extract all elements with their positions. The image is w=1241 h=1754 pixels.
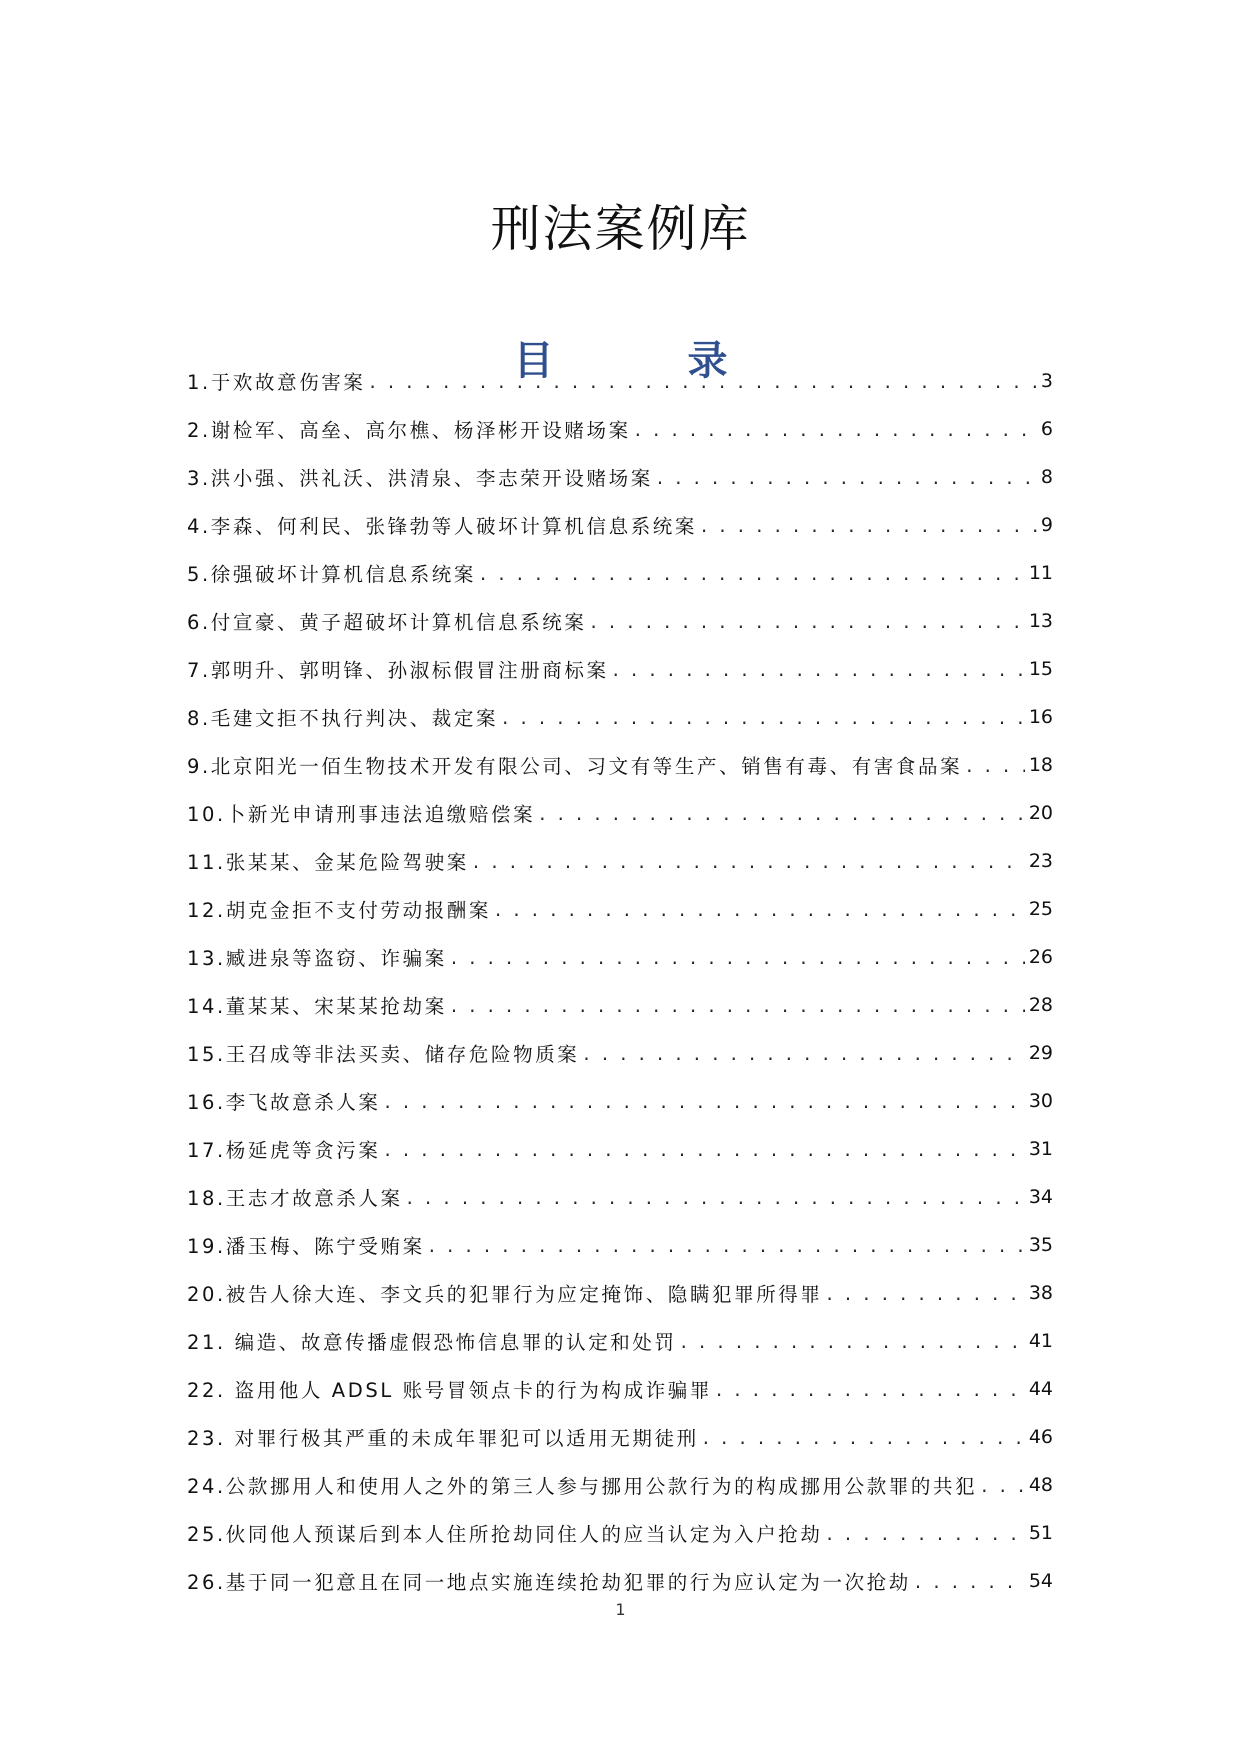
toc-entry-label: 15.王召成等非法买卖、储存危险物质案 [187, 1043, 580, 1066]
toc-entry[interactable] [187, 549, 1053, 597]
toc-dot-leader [827, 1282, 1025, 1305]
toc-entry-page: 9 [1040, 514, 1053, 536]
toc-entry[interactable] [187, 741, 1053, 789]
toc-entry-label: 17.杨延虎等贪污案 [187, 1139, 381, 1162]
toc-entry-label: 6.付宣豪、黄子超破坏计算机信息系统案 [187, 611, 587, 634]
toc-entry[interactable] [187, 1173, 1053, 1221]
toc-entry[interactable] [187, 1077, 1053, 1125]
toc-entry-page: 31 [1028, 1138, 1053, 1160]
toc-dot-leader [681, 1330, 1025, 1353]
toc-entry-label: 12.胡克金拒不支付劳动报酬案 [187, 899, 492, 922]
toc-entry-page: 28 [1028, 994, 1053, 1016]
toc-entry[interactable] [187, 1029, 1053, 1077]
toc-entry-page: 34 [1028, 1186, 1053, 1208]
toc-dot-leader [827, 1522, 1025, 1545]
toc-dot-leader [981, 1474, 1025, 1497]
toc-dot-leader [370, 370, 1037, 393]
toc-entry[interactable] [187, 1557, 1053, 1605]
toc-entry[interactable] [187, 501, 1053, 549]
toc-entry-page: 25 [1028, 898, 1053, 920]
toc-entry[interactable] [187, 1317, 1053, 1365]
toc-entry-label: 7.郭明升、郭明锋、孙淑标假冒注册商标案 [187, 659, 609, 682]
toc-dot-leader [613, 658, 1025, 681]
toc-entry-page: 30 [1028, 1090, 1053, 1112]
toc-dot-leader [495, 898, 1025, 921]
toc-entry[interactable] [187, 837, 1053, 885]
toc-heading: 目 录 [513, 337, 788, 385]
toc-entry-page: 44 [1028, 1378, 1053, 1400]
toc-entry-label: 24.公款挪用人和使用人之外的第三人参与挪用公款行为的构成挪用公款罪的共犯 [187, 1475, 978, 1498]
toc-entry-page: 48 [1028, 1474, 1053, 1496]
toc-entry-label: 22. 盗用他人 ADSL 账号冒领点卡的行为构成诈骗罪 [187, 1379, 713, 1402]
toc-entry[interactable] [187, 981, 1053, 1029]
toc-entry-page: 15 [1028, 658, 1053, 680]
toc-entry-label: 19.潘玉梅、陈宁受贿案 [187, 1235, 425, 1258]
document-title: 刑法案例库 [490, 199, 751, 258]
toc-dot-leader [657, 466, 1037, 489]
toc-dot-leader [915, 1570, 1025, 1593]
toc-entry-page: 8 [1040, 466, 1053, 488]
toc-entry[interactable] [187, 1125, 1053, 1173]
toc-dot-leader [473, 850, 1025, 873]
page-number: 1 [615, 1600, 626, 1619]
toc-entry-page: 11 [1028, 562, 1053, 584]
toc-entry[interactable] [187, 357, 1053, 405]
toc-dot-leader [480, 562, 1025, 585]
toc-dot-leader [429, 1234, 1025, 1257]
toc-entry[interactable] [187, 693, 1053, 741]
toc-entry[interactable] [187, 885, 1053, 933]
toc-entry[interactable] [187, 1461, 1053, 1509]
toc-entry[interactable] [187, 1509, 1053, 1557]
toc-entry-page: 29 [1028, 1042, 1053, 1064]
toc-entry[interactable] [187, 1221, 1053, 1269]
toc-dot-leader [385, 1138, 1025, 1161]
toc-entry-page: 51 [1028, 1522, 1053, 1544]
toc-entry[interactable] [187, 1269, 1053, 1317]
toc-entry-label: 21. 编造、故意传播虚假恐怖信息罪的认定和处罚 [187, 1331, 677, 1354]
toc-entry[interactable] [187, 645, 1053, 693]
toc-entry-label: 2.谢检军、高垒、高尔樵、杨泽彬开设赌场案 [187, 419, 631, 442]
toc-entry-label: 20.被告人徐大连、李文兵的犯罪行为应定掩饰、隐瞒犯罪所得罪 [187, 1283, 823, 1306]
toc-entry[interactable] [187, 933, 1053, 981]
toc-entry[interactable] [187, 1365, 1053, 1413]
toc-entry-label: 8.毛建文拒不执行判决、裁定案 [187, 707, 499, 730]
toc-entry[interactable] [187, 597, 1053, 645]
toc-entry-page: 35 [1028, 1234, 1053, 1256]
toc-entry-label: 18.王志才故意杀人案 [187, 1187, 403, 1210]
toc-entry[interactable] [187, 453, 1053, 501]
toc-entry-page: 18 [1028, 754, 1053, 776]
toc-entry-label: 14.董某某、宋某某抢劫案 [187, 995, 447, 1018]
toc-entry-label: 16.李飞故意杀人案 [187, 1091, 381, 1114]
toc-dot-leader [703, 1426, 1025, 1449]
toc-entry-page: 54 [1028, 1570, 1053, 1592]
toc-entry-page: 41 [1028, 1330, 1053, 1352]
toc-entry-label: 23. 对罪行极其严重的未成年罪犯可以适用无期徒刑 [187, 1427, 699, 1450]
toc-entry-page: 3 [1040, 370, 1053, 392]
toc-entry-page: 13 [1028, 610, 1053, 632]
toc-dot-leader [583, 1042, 1024, 1065]
toc-dot-leader [451, 946, 1025, 969]
toc-dot-leader [385, 1090, 1025, 1113]
table-of-contents [187, 357, 1053, 1605]
toc-entry-page: 46 [1028, 1426, 1053, 1448]
toc-entry-label: 26.基于同一犯意且在同一地点实施连续抢劫犯罪的行为应认定为一次抢劫 [187, 1571, 911, 1594]
toc-entry-label: 1.于欢故意伤害案 [187, 371, 366, 394]
toc-entry-page: 26 [1028, 946, 1053, 968]
toc-entry-label: 13.臧进泉等盗窃、诈骗案 [187, 947, 447, 970]
toc-entry-page: 16 [1028, 706, 1053, 728]
toc-entry[interactable] [187, 789, 1053, 837]
toc-dot-leader [966, 754, 1025, 777]
toc-entry[interactable] [187, 1413, 1053, 1461]
toc-entry-label: 25.伙同他人预谋后到本人住所抢劫同住人的应当认定为入户抢劫 [187, 1523, 823, 1546]
toc-dot-leader [407, 1186, 1025, 1209]
toc-entry[interactable] [187, 405, 1053, 453]
toc-entry-label: 9.北京阳光一佰生物技术开发有限公司、习文有等生产、销售有毒、有害食品案 [187, 755, 963, 778]
toc-entry-label: 10.卜新光申请刑事违法追缴赔偿案 [187, 803, 536, 826]
toc-entry-page: 23 [1028, 850, 1053, 872]
toc-dot-leader [635, 418, 1037, 441]
toc-entry-page: 6 [1040, 418, 1053, 440]
toc-dot-leader [539, 802, 1025, 825]
toc-dot-leader [701, 514, 1037, 537]
toc-dot-leader [716, 1378, 1025, 1401]
toc-entry-page: 20 [1028, 802, 1053, 824]
toc-entry-page: 38 [1028, 1282, 1053, 1304]
toc-entry-label: 11.张某某、金某危险驾驶案 [187, 851, 469, 874]
toc-entry-label: 4.李森、何利民、张锋勃等人破坏计算机信息系统案 [187, 515, 698, 538]
toc-entry-label: 3.洪小强、洪礼沃、洪清泉、李志荣开设赌场案 [187, 467, 653, 490]
toc-dot-leader [451, 994, 1025, 1017]
toc-dot-leader [502, 706, 1025, 729]
toc-dot-leader [591, 610, 1025, 633]
toc-entry-label: 5.徐强破坏计算机信息系统案 [187, 563, 477, 586]
